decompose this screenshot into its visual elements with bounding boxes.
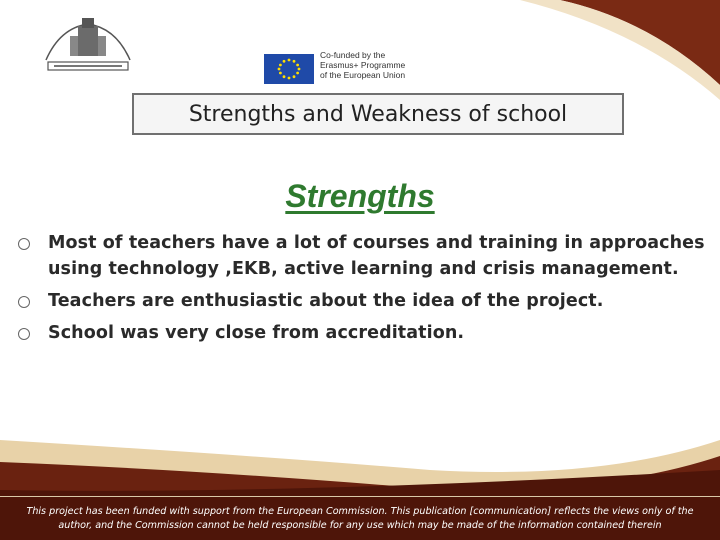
footer-disclaimer — [0, 498, 720, 540]
eu-text-line-3: of the European Union — [320, 70, 406, 80]
eu-funding-label — [320, 50, 440, 80]
eu-text-line-2: Erasmus+ Programme — [320, 60, 406, 70]
university-crest-logo — [40, 10, 136, 74]
bullet-item — [14, 230, 714, 282]
bullet-icon — [18, 328, 30, 340]
slide-title: Strengths and Weakness of school — [188, 101, 568, 127]
eu-logo — [264, 48, 434, 88]
title-bar — [132, 93, 624, 135]
footer-divider — [0, 496, 720, 497]
section-heading: Strengths — [285, 178, 435, 214]
bullet-list — [14, 230, 714, 352]
bullet-item — [14, 320, 714, 346]
bullet-text: Most of teachers have a lot of courses and training in approaches using technology ,EKB, active learning and crisis management. — [48, 233, 705, 279]
bullet-icon — [18, 238, 30, 250]
footer-line-1: This project has been funded with support from the European Commission. This publication [communication] reflects the views only of the — [26, 506, 694, 517]
bullet-item — [14, 288, 714, 314]
eu-flag-icon — [264, 54, 314, 84]
footer-line-2: author, and the Commission cannot be held responsible for any use which may be made of the information contained therein — [58, 520, 662, 531]
bullet-text: School was very close from accreditation. — [48, 323, 465, 343]
bullet-text: Teachers are enthusiastic about the idea of the project. — [48, 291, 604, 311]
bullet-icon — [18, 296, 30, 308]
eu-text-line-1: Co-funded by the — [320, 50, 386, 60]
